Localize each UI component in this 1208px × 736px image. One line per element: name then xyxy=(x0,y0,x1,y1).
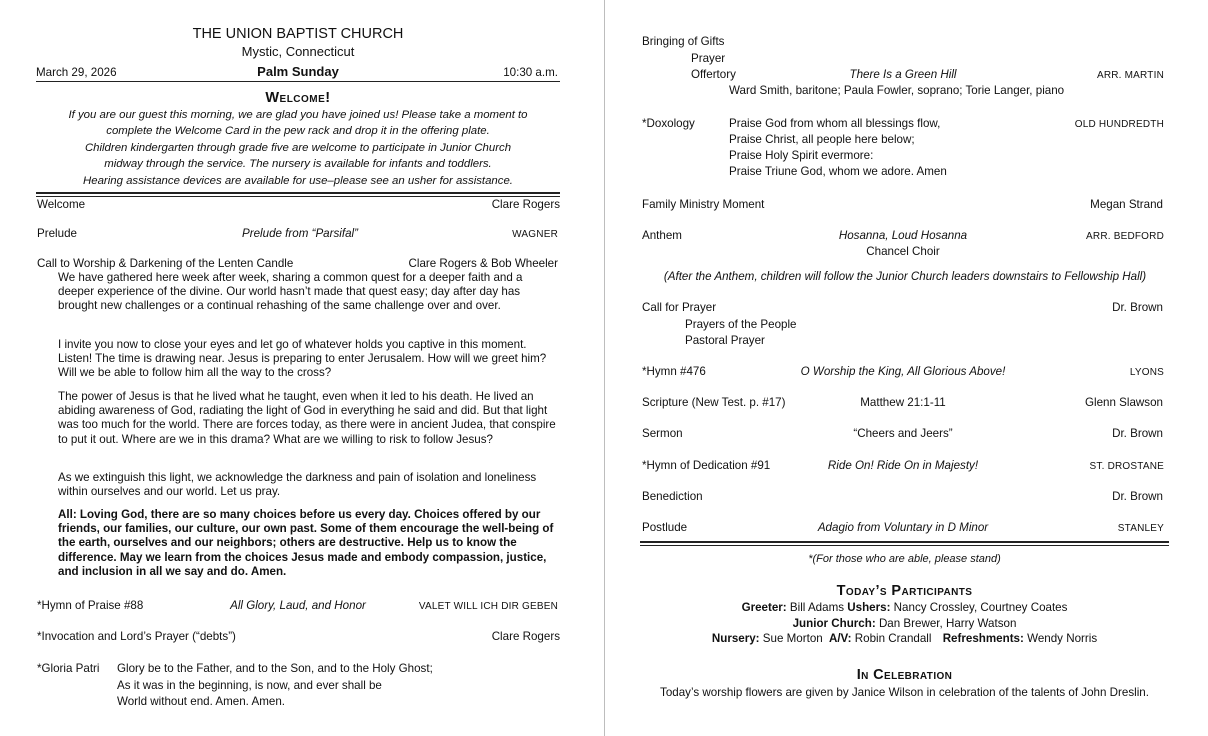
av-name: Robin Crandall xyxy=(854,632,932,645)
call-prayer-leader: Dr. Brown xyxy=(1112,301,1163,314)
doxology-line: Praise Holy Spirit evermore: xyxy=(729,149,874,162)
call-paragraph: We have gathered here week after week, sharing a common quest for a deeper faith and a deeper experience of the divine. Our world hasn’t made that quest easy; day after day has brought new challenges or a continual rehashing of the same challenge over and over. xyxy=(58,271,523,313)
doxology-line: Praise Christ, all people here below; xyxy=(729,133,915,146)
anthem-choir: Chancel Choir xyxy=(866,245,940,258)
welcome-rule-bottom xyxy=(36,196,560,197)
participants-line-1 xyxy=(640,601,1169,615)
call-to-worship-leaders: Clare Rogers & Bob Wheeler xyxy=(408,257,558,270)
hymn-praise-label: *Hymn of Praise #88 xyxy=(37,599,144,612)
call-to-worship-label: Call to Worship & Darkening of the Lenten Candle xyxy=(37,257,294,270)
postlude-title: Adagio from Voluntary in D Minor xyxy=(817,521,989,534)
av-label: A/V: xyxy=(828,632,852,645)
prelude-title: Prelude from “Parsifal” xyxy=(242,227,358,240)
hymn-91-tune: ST. DROSTANE xyxy=(1089,461,1164,472)
nursery-label: Nursery: xyxy=(711,632,760,645)
sermon-preacher: Dr. Brown xyxy=(1112,427,1163,440)
call-prayer-label: Call for Prayer xyxy=(642,301,717,314)
call-paragraph: As we extinguish this light, we acknowledge the darkness and pain of isolation and loneliness within ourselves and our world. Let us pray. xyxy=(58,471,537,499)
welcome-item-label: Welcome xyxy=(37,198,86,211)
welcome-rule-top xyxy=(36,192,560,194)
welcome-line: Hearing assistance devices are available for use–please see an usher for assistance. xyxy=(83,174,513,187)
refreshments-name: Wendy Norris xyxy=(1027,632,1098,645)
family-ministry-label: Family Ministry Moment xyxy=(642,198,765,211)
junior-church-label: Junior Church: xyxy=(792,617,876,630)
call-paragraph: The power of Jesus is that he lived what he taught, even when it led to his death. He lived an abiding awareness of God, radiating the light of God in everything he said and did. But that light was too much for the world. There are forces today, as there were in ancient Judea, that conspire to put it out. Where are we in this drama? What are we willing to risk to follow Jesus? xyxy=(58,390,556,446)
hymn-476-title: O Worship the King, All Glorious Above! xyxy=(800,365,1006,378)
nursery-name: Sue Morton xyxy=(762,632,823,645)
participants-line-2 xyxy=(640,617,1169,631)
header-rule xyxy=(36,81,560,82)
hymn-praise-tune: VALET WILL ICH DIR GEBEN xyxy=(418,601,558,612)
page-divider xyxy=(604,0,605,736)
hymn-praise-title: All Glory, Laud, and Honor xyxy=(230,599,366,612)
prelude-composer: WAGNER xyxy=(512,229,558,240)
church-location: Mystic, Connecticut xyxy=(241,44,355,59)
gifts-prayer: Prayer xyxy=(691,52,726,65)
offertory-arranger: ARR. MARTIN xyxy=(1096,70,1164,81)
service-date: March 29, 2026 xyxy=(36,66,117,79)
invocation-leader: Clare Rogers xyxy=(491,630,560,643)
hymn-91-title: Ride On! Ride On in Majesty! xyxy=(827,459,979,472)
anthem-title: Hosanna, Loud Hosanna xyxy=(838,229,968,242)
doxology-line: Praise God from whom all blessings flow, xyxy=(729,117,941,130)
hymn-476-label: *Hymn #476 xyxy=(642,365,706,378)
call-paragraph: I invite you now to close your eyes and let go of whatever holds you captive in this moment. Listen! The time is drawing near. Jesus is preparing to enter Jerusalem. How will we greet him? Will we be able to follow him all the way to the cross? xyxy=(58,338,547,380)
sermon-title: “Cheers and Jeers” xyxy=(853,427,953,440)
family-ministry-leader: Megan Strand xyxy=(1090,198,1163,211)
service-time: 10:30 a.m. xyxy=(503,66,558,79)
postlude-label: Postlude xyxy=(642,521,688,534)
gloria-line: World without end. Amen. Amen. xyxy=(117,695,285,708)
anthem-label: Anthem xyxy=(642,229,682,242)
prayers-people: Prayers of the People xyxy=(685,318,797,331)
gloria-label: *Gloria Patri xyxy=(37,662,100,675)
unison-prayer: All: Loving God, there are so many choices before us every day. Choices offered by our friends, our families, our culture, our own past. Some of them encourage the well-being of the earth, ourselves and our neighbors; others are destructive. Help us to know the difference. May we learn from the choices Jesus made and embody compassion, justice, and inclusion in all we say and do. Amen. xyxy=(58,508,554,578)
participants-line-3 xyxy=(640,632,1169,646)
church-name: THE UNION BAPTIST CHURCH xyxy=(192,26,404,42)
welcome-item-leader: Clare Rogers xyxy=(491,198,560,211)
welcome-line: If you are our guest this morning, we are glad you have joined us! Please take a moment to xyxy=(68,109,528,121)
benediction-leader: Dr. Brown xyxy=(1112,490,1163,503)
ushers-label: Ushers: xyxy=(847,601,891,614)
order-rule-top xyxy=(640,541,1169,543)
service-day: Palm Sunday xyxy=(257,64,339,79)
order-rule-bottom xyxy=(640,545,1169,546)
welcome-title: Welcome! xyxy=(265,90,331,106)
offertory-label: Offertory xyxy=(691,68,736,81)
anthem-arranger: ARR. BEDFORD xyxy=(1086,231,1164,242)
hymn-476-tune: LYONS xyxy=(1129,367,1164,378)
scripture-reader: Glenn Slawson xyxy=(1085,396,1163,409)
gloria-line: As it was in the beginning, is now, and ever shall be xyxy=(117,679,382,692)
welcome-line: complete the Welcome Card in the pew rack and drop it in the offering plate. xyxy=(106,125,490,138)
doxology-tune: OLD HUNDREDTH xyxy=(1074,119,1164,130)
greeter-label: Greeter: xyxy=(741,601,787,614)
anthem-note: (After the Anthem, children will follow the Junior Church leaders downstairs to Fellowship Hall) xyxy=(663,270,1147,283)
prelude-label: Prelude xyxy=(37,227,77,240)
doxology-label: *Doxology xyxy=(642,117,695,130)
scripture-reference: Matthew 21:1-11 xyxy=(860,396,946,409)
ushers-names: Nancy Crossley, Courtney Coates xyxy=(893,601,1068,614)
junior-church-names: Dan Brewer, Harry Watson xyxy=(878,617,1017,630)
gloria-line: Glory be to the Father, and to the Son, and to the Holy Ghost; xyxy=(117,662,433,675)
greeter-name: Bill Adams xyxy=(789,601,845,614)
sermon-label: Sermon xyxy=(642,427,683,440)
welcome-text xyxy=(36,107,560,189)
hymn-91-label: *Hymn of Dedication #91 xyxy=(642,459,771,472)
refreshments-label: Refreshments: xyxy=(942,632,1024,645)
welcome-line: Children kindergarten through grade five are welcome to participate in Junior Church xyxy=(84,141,512,154)
gifts-label: Bringing of Gifts xyxy=(642,35,725,48)
offertory-performers: Ward Smith, baritone; Paula Fowler, soprano; Torie Langer, piano xyxy=(729,84,1065,97)
celebration-text: Today’s worship flowers are given by Janice Wilson in celebration of the talents of John Dreslin. xyxy=(660,686,1149,699)
postlude-composer: STANLEY xyxy=(1117,523,1164,534)
stand-note: *(For those who are able, please stand) xyxy=(808,553,1001,565)
invocation-label: *Invocation and Lord’s Prayer (“debts”) xyxy=(37,630,236,643)
participants-title: Today’s Participants xyxy=(836,583,973,599)
pastoral-prayer: Pastoral Prayer xyxy=(685,334,765,347)
benediction-label: Benediction xyxy=(642,490,703,503)
scripture-label: Scripture (New Test. p. #17) xyxy=(642,396,786,409)
celebration-title: In Celebration xyxy=(856,667,953,683)
doxology-line: Praise Triune God, whom we adore. Amen xyxy=(729,165,947,178)
offertory-title: There Is a Green Hill xyxy=(849,68,957,81)
welcome-line: midway through the service. The nursery is available for infants and toddlers. xyxy=(104,158,492,171)
